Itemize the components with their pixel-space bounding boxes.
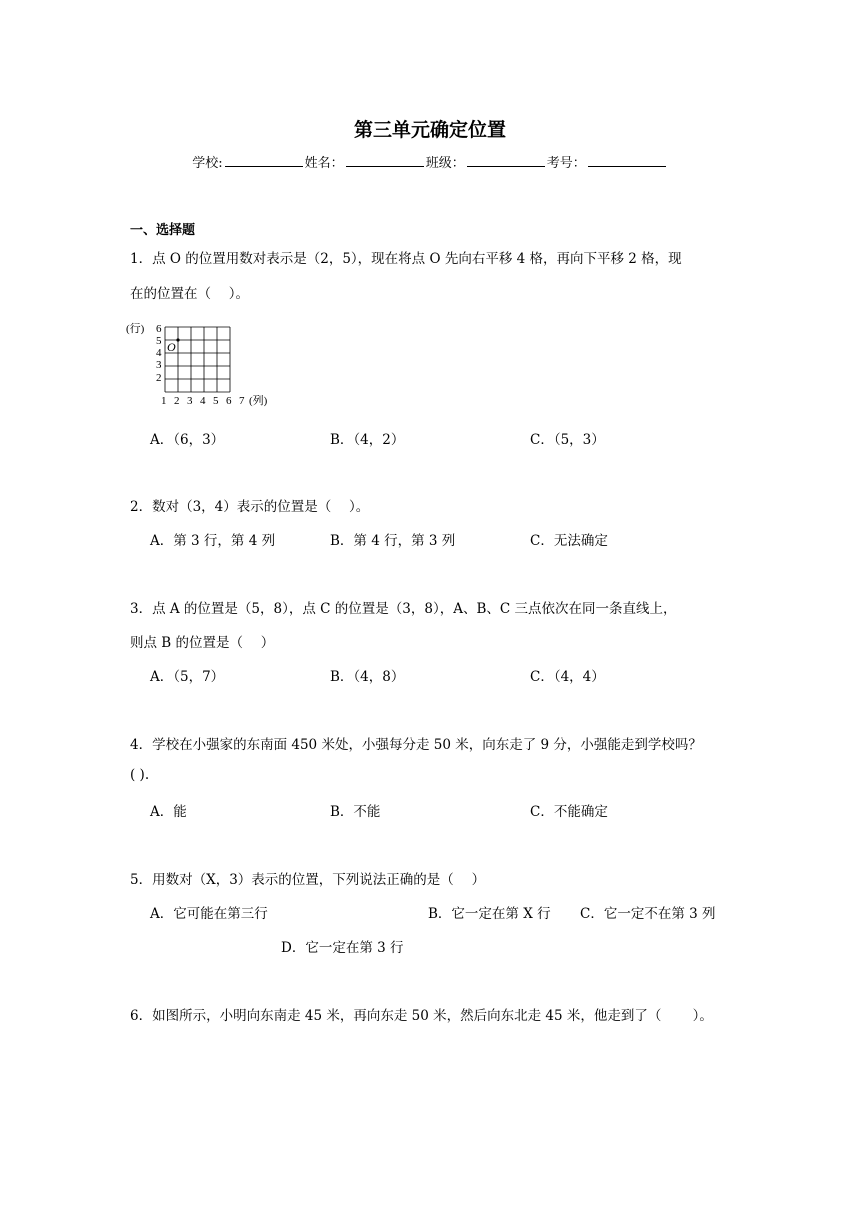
question-5-option-a[interactable]: A．它可能在第三行	[150, 906, 268, 922]
class-blank	[467, 153, 545, 167]
question-2-line-1: 2．数对（3，4）表示的位置是（ ）。	[130, 499, 370, 515]
question-5-option-b[interactable]: B．它一定在第 X 行	[428, 906, 551, 922]
student-info-line	[0, 152, 860, 171]
question-5-line-1: 5．用数对（X，3）表示的位置，下列说法正确的是（ ）	[130, 872, 486, 888]
school-label: 学校:	[192, 156, 223, 171]
question-1-line-2: 在的位置在（ ）。	[130, 286, 250, 302]
question-3-line-1: 3．点 A 的位置是（5，8），点 C 的位置是（3，8），A、B、C 三点依次在同一条直线上，	[130, 601, 677, 617]
col-tick: 7	[239, 395, 245, 407]
number-blank	[588, 153, 666, 167]
point-o-marker	[176, 338, 179, 341]
question-3-option-b[interactable]: B．（4，8）	[330, 669, 405, 685]
name-label: 姓名：	[304, 156, 344, 171]
question-1-option-a[interactable]: A．（6，3）	[150, 432, 225, 448]
row-tick: 3	[156, 359, 162, 371]
row-tick: 2	[156, 372, 162, 384]
col-tick: 2	[174, 395, 180, 407]
col-tick: 1	[161, 395, 167, 407]
question-4-option-a[interactable]: A．能	[150, 804, 187, 820]
row-tick: 4	[156, 347, 162, 359]
school-blank	[225, 153, 303, 167]
question-3-option-a[interactable]: A．（5，7）	[150, 669, 225, 685]
section-heading: 一、选择题	[130, 223, 196, 238]
question-4-line-1: 4．学校在小强家的东南面 450 米处，小强每分走 50 米，向东走了 9 分，小强能走到学校吗？	[130, 737, 702, 753]
name-blank	[346, 153, 424, 167]
point-o-label: O	[167, 340, 176, 354]
question-4-option-b[interactable]: B．不能	[330, 804, 381, 820]
col-tick: 5	[213, 395, 219, 407]
row-tick: 5	[156, 335, 162, 347]
col-tick: 3	[187, 395, 193, 407]
question-1-option-b[interactable]: B．（4，2）	[330, 432, 405, 448]
question-4-line-2: ( ).	[130, 767, 150, 783]
question-2-option-a[interactable]: A．第 3 行，第 4 列	[150, 533, 276, 549]
question-3-line-2: 则点 B 的位置是（ ）	[130, 635, 275, 651]
question-1-line-1: 1．点 O 的位置用数对表示是（2，5），现在将点 O 先向右平移 4 格，再向下平移 2 格，现	[130, 251, 682, 267]
question-5-option-c[interactable]: C．它一定不在第 3 列	[580, 906, 716, 922]
question-1-option-c[interactable]: C．（5，3）	[530, 432, 605, 448]
class-label: 班级：	[425, 156, 465, 171]
col-tick: 4	[200, 395, 206, 407]
row-axis-label: (行)	[126, 323, 145, 335]
col-tick: 6	[226, 395, 232, 407]
col-axis-label: (列)	[249, 395, 268, 407]
row-tick: 6	[156, 323, 162, 335]
question-4-option-c[interactable]: C．不能确定	[530, 804, 608, 820]
question-2-option-c[interactable]: C．无法确定	[530, 533, 608, 549]
page-title: 第三单元确定位置	[353, 119, 506, 141]
question-6-line-1: 6．如图所示，小明向东南走 45 米，再向东走 50 米，然后向东北走 45 米，他走到了（ ）。	[130, 1008, 713, 1024]
number-label: 考号：	[546, 156, 586, 171]
question-5-option-d[interactable]: D．它一定在第 3 行	[281, 940, 404, 956]
question-3-option-c[interactable]: C．（4，4）	[530, 669, 605, 685]
question-2-option-b[interactable]: B．第 4 行，第 3 列	[330, 533, 456, 549]
grid-lines	[165, 327, 230, 392]
question-1-grid-figure	[125, 320, 285, 416]
